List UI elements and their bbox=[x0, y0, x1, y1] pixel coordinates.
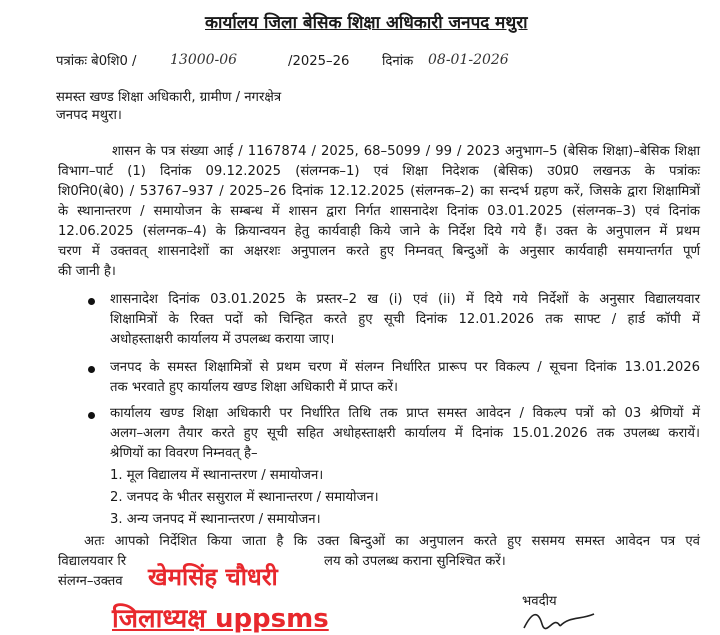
closing-line-right: लय को उपलब्ध कराना सुनिश्चित करें। bbox=[324, 554, 506, 569]
overlay-designation: जिलाध्यक्ष uppsms bbox=[112, 604, 329, 634]
recipient-line-2: जनपद मथुरा। bbox=[56, 108, 122, 123]
bullet-2-line: तक भरवाते हुए कार्यालय खण्ड शिक्षा अधिकारी में प्राप्त करें। bbox=[110, 380, 399, 395]
paragraph-line: चरण में उक्तवत् शासनादेशों का अक्षरशः अनुपालन करते हुए निम्नवत् बिन्दुओं के अनुसार कार्यवाही समयान्तर्गत पूर्ण bbox=[58, 244, 700, 259]
bullet-dot bbox=[88, 412, 95, 419]
paragraph-line: 12.06.2025 (संलग्नक–4) के क्रियान्वयन हेतु कार्यवाही किये जाने के निर्देश दिये गये हैं। उक्त के अनुपालन में प्रथम bbox=[58, 224, 700, 239]
category-item: 2. जनपद के भीतर ससुराल में स्थानान्तरण / समायोजन। bbox=[110, 490, 379, 505]
closing-line-left: विद्यालयवार रि bbox=[58, 554, 127, 569]
paragraph-line: शासन के पत्र संख्या आई / 1167874 / 2025, 68–5099 / 99 / 2023 अनुभाग–5 (बेसिक शिक्षा)–बेसिक शिक्षा bbox=[112, 144, 700, 159]
bullet-1-line: अधोहस्ताक्षरी कार्यालय में उपलब्ध कराया जाए। bbox=[110, 332, 335, 347]
paragraph-line: के स्थानान्तरण / समायोजन के सम्बन्ध में शासन द्वारा निर्गत शासनादेश दिनांक 03.01.2025 (संलग्नक–3) एवं दिनांक bbox=[58, 204, 700, 219]
signature-label: भवदीय bbox=[522, 594, 557, 609]
bullet-3-line: अलग–अलग तैयार करते हुए सूची सहित अधोहस्ताक्षरी कार्यालय में दिनांक 15.01.2026 तक उपलब्ध करायें। bbox=[110, 426, 700, 441]
overlay-name: खेमसिंह चौधरी bbox=[148, 563, 278, 591]
enclosure-label: संलग्न–उक्तव bbox=[58, 574, 123, 589]
bullet-2-line: जनपद के समस्त शिक्षामित्रों से प्रथम चरण में संलग्न निर्धारित प्रारूप पर विकल्प / सूचना दिनांक 13.01.2026 bbox=[110, 360, 700, 375]
bullet-3-line: कार्यालय खण्ड शिक्षा अधिकारी पर निर्धारित तिथि तक प्राप्त समस्त आवेदन / विकल्प पत्रों को 03 श्रेणियों में bbox=[110, 406, 700, 421]
closing-line: अतः आपको निर्देशित किया जाता है कि उक्त बिन्दुओं का अनुपालन करते हुए ससमय समस्त आवेदन पत्र एवं bbox=[84, 534, 700, 549]
paragraph-line: विभाग–पार्ट (1) दिनांक 09.12.2025 (संलग्नक–1) एवं शिक्षा निदेशक (बेसिक) उ0प्र0 लखनऊ के पत्रांकः bbox=[58, 164, 700, 179]
reference-year: /2025–26 bbox=[288, 54, 350, 69]
bullet-1-line: शिक्षामित्रों के रिक्त पदों को चिन्हित करते हुए सूची दिनांक 12.01.2026 तक साफ्ट / हार्ड कॉपी में bbox=[110, 312, 700, 327]
office-title: कार्यालय जिला बेसिक शिक्षा अधिकारी जनपद मथुरा bbox=[205, 13, 528, 33]
reference-number: 13000-06 bbox=[170, 52, 238, 68]
bullet-1-line: शासनादेश दिनांक 03.01.2025 के प्रस्तर–2 ख (i) एवं (ii) में दिये गये निर्देशों के अनुसार विद्यालयवार bbox=[110, 292, 700, 307]
signature-scribble bbox=[520, 606, 600, 630]
bullet-3-line: श्रेणियों का विवरण निम्नवत् है– bbox=[110, 446, 258, 461]
bullet-dot bbox=[88, 366, 95, 373]
date-value: 08-01-2026 bbox=[428, 52, 509, 68]
recipient-line-1: समस्त खण्ड शिक्षा अधिकारी, ग्रामीण / नगरक्षेत्र bbox=[56, 90, 282, 105]
category-item: 1. मूल विद्यालय में स्थानान्तरण / समायोजन। bbox=[110, 468, 324, 483]
paragraph-line: की जानी है। bbox=[58, 264, 116, 279]
reference-label: पत्रांकः बे0शि0 / bbox=[56, 54, 137, 69]
paragraph-line: शि0नि0(बे0) / 53767–937 / 2025–26 दिनांक 12.12.2025 (संलग्नक–2) का सन्दर्भ ग्रहण करें, जिसके द्वारा शिक्षामित्रों bbox=[58, 184, 700, 199]
category-item: 3. अन्य जनपद में स्थानान्तरण / समायोजन। bbox=[110, 512, 321, 527]
date-label: दिनांक bbox=[382, 54, 414, 69]
bullet-dot bbox=[88, 298, 95, 305]
